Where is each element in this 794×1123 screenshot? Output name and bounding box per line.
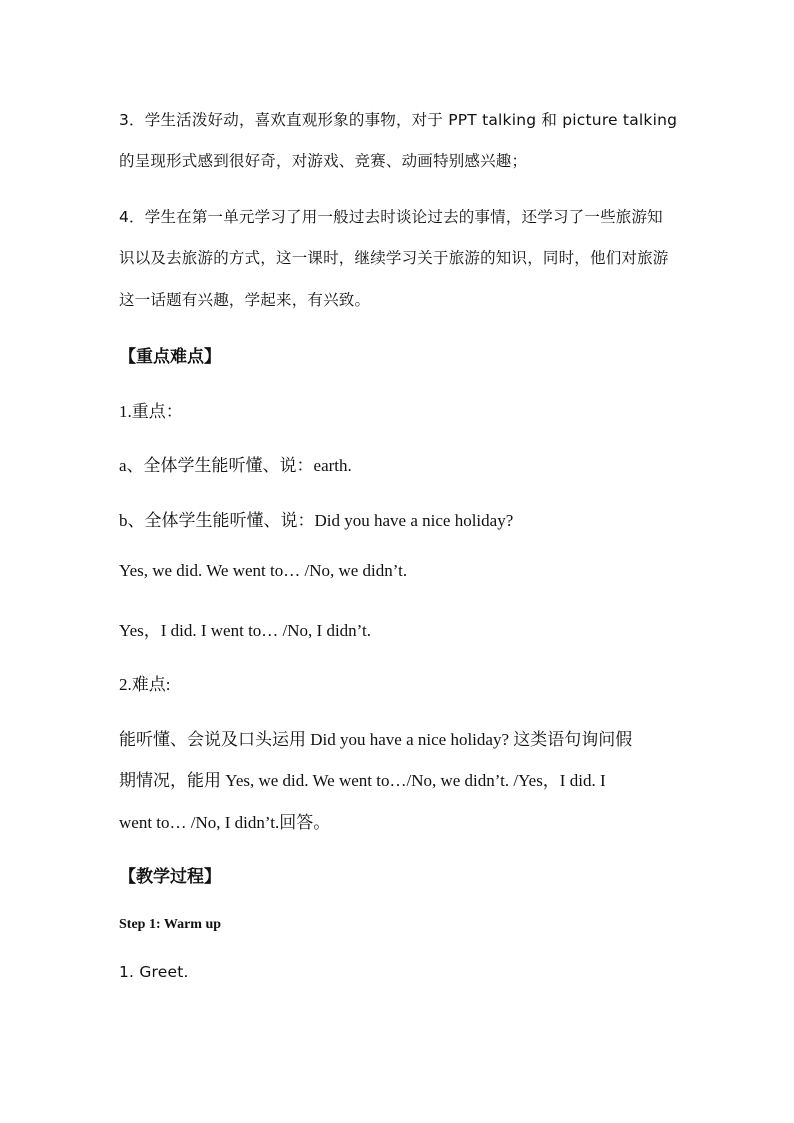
- paragraph-3-line-2: 的呈现形式感到很好奇，对游戏、竞赛、动画特别感兴趣；: [119, 152, 528, 170]
- difficult-points-line-2: 期情况，能用 Yes, we did. We went to…/No, we didn’t. /Yes，I did. I: [119, 771, 606, 790]
- paragraph-3-line-1: 3．学生活泼好动，喜欢直观形象的事物，对于 PPT talking 和 picture talking: [119, 111, 678, 129]
- difficult-points-line-3: went to… /No, I didn’t.回答。: [119, 813, 331, 832]
- step-1-item-1: 1. Greet.: [119, 963, 189, 981]
- key-points-heading: 【重点难点】: [119, 347, 221, 367]
- paragraph-4-line-2: 识以及去旅游的方式，这一课时，继续学习关于旅游的知识，同时，他们对旅游: [119, 249, 669, 267]
- key-point-a: a、全体学生能听懂、说：earth.: [119, 456, 352, 475]
- key-point-b: b、全体学生能听懂、说：Did you have a nice holiday?: [119, 511, 514, 530]
- key-points-label: 1.重点：: [119, 402, 183, 421]
- paragraph-4-line-1: 4．学生在第一单元学习了用一般过去时谈论过去的事情，还学习了一些旅游知: [119, 208, 663, 226]
- key-point-answer-2: Yes，I did. I went to… /No, I didn’t.: [119, 621, 372, 640]
- paragraph-4-line-3: 这一话题有兴趣，学起来，有兴致。: [119, 291, 371, 309]
- step-1-title: Step 1: Warm up: [119, 917, 222, 932]
- process-heading: 【教学过程】: [119, 867, 221, 887]
- difficult-points-line-1: 能听懂、会说及口头运用 Did you have a nice holiday? 这类语句询问假: [119, 730, 633, 749]
- key-point-answer-1: Yes, we did. We went to… /No, we didn’t.: [119, 561, 408, 580]
- difficult-points-label: 2.难点:: [119, 675, 171, 694]
